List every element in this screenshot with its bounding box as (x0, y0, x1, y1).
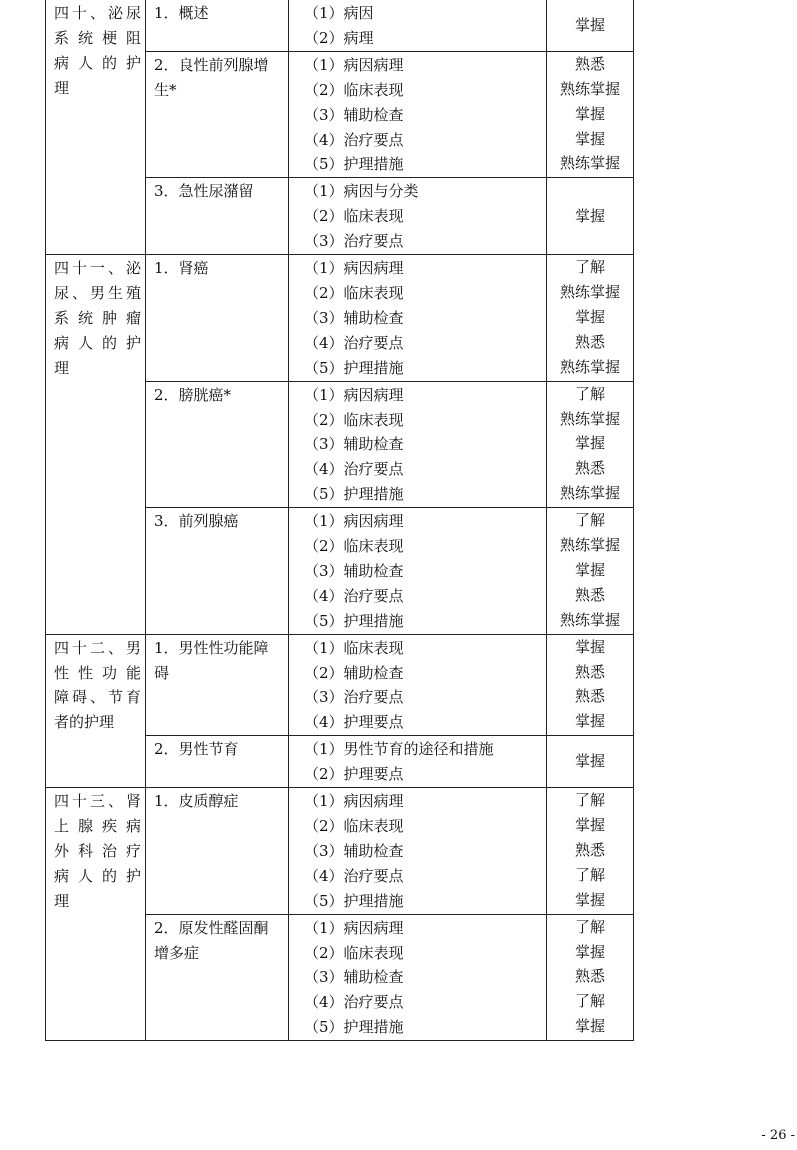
content-item: （1）病因病理 (304, 918, 404, 937)
requirement-level: 掌握 (574, 434, 605, 453)
requirement-level: 熟练掌握 (559, 610, 620, 629)
content-item: （2）辅助检查 (304, 663, 404, 682)
unit-title-cell (146, 736, 289, 788)
table-row (46, 634, 634, 736)
requirement-level: 掌握 (574, 560, 605, 579)
requirement-level: 熟悉 (574, 662, 605, 681)
requirement-level: 熟练掌握 (559, 536, 620, 555)
requirement-level: 熟悉 (574, 585, 605, 604)
content-item: （3）辅助检查 (304, 308, 404, 327)
chapter-title-line: 系统肿瘤 (54, 308, 141, 327)
requirement-level-cell (547, 381, 634, 508)
requirement-level-cell (547, 255, 634, 382)
content-items-cell (289, 508, 547, 635)
content-items-cell (289, 736, 547, 788)
content-item: （3）辅助检查 (304, 841, 404, 860)
requirement-level-cell (547, 508, 634, 635)
table-row (46, 255, 634, 382)
content-item: （5）护理措施 (304, 891, 404, 910)
chapter-title-line: 障碍、节育 (54, 688, 141, 707)
unit-title-cell (146, 178, 289, 255)
content-item: （4）治疗要点 (304, 586, 404, 605)
content-item: （1）男性节育的途径和措施 (304, 740, 494, 759)
page-number: - 26 - (761, 1128, 795, 1143)
unit-title-cell (146, 0, 289, 51)
requirement-level: 熟练掌握 (559, 357, 620, 376)
syllabus-table (45, 0, 634, 1041)
requirement-level: 熟悉 (574, 687, 605, 706)
chapter-title-line: 四十一、泌 (54, 259, 141, 278)
content-item: （2）病理 (304, 28, 374, 47)
requirement-level: 了解 (574, 992, 605, 1011)
content-item: （4）护理要点 (304, 713, 404, 732)
content-item: （2）临床表现 (304, 410, 404, 429)
requirement-level-cell (547, 788, 634, 915)
unit-title-line: 生* (154, 80, 177, 99)
requirement-level-cell (547, 736, 634, 788)
requirement-level: 掌握 (574, 637, 605, 656)
unit-title-cell (146, 381, 289, 508)
requirement-level: 掌握 (574, 712, 605, 731)
chapter-title-line: 四十、泌尿 (54, 4, 141, 22)
chapter-title-line: 理 (54, 358, 70, 377)
content-item: （1）病因病理 (304, 55, 404, 74)
chapter-title-line: 理 (54, 891, 70, 910)
content-item: （3）治疗要点 (304, 688, 404, 707)
unit-title-cell (146, 255, 289, 382)
content-items-cell (289, 788, 547, 915)
requirement-level: 熟练掌握 (559, 154, 620, 173)
requirement-level: 了解 (574, 865, 605, 884)
requirement-level-cell (547, 634, 634, 736)
content-item: （1）病因病理 (304, 385, 404, 404)
content-item: （1）病因病理 (304, 512, 404, 531)
chapter-title-line: 性性功能 (54, 663, 141, 682)
requirement-level: 了解 (574, 258, 605, 277)
requirement-level: 了解 (574, 791, 605, 810)
content-items-cell (289, 634, 547, 736)
requirement-level-cell (547, 178, 634, 255)
unit-title-line: 2．膀胱癌* (154, 385, 232, 404)
requirement-level: 掌握 (574, 1017, 605, 1036)
chapter-title-line: 者的护理 (54, 713, 115, 732)
requirement-level: 熟悉 (574, 967, 605, 986)
content-item: （1）临床表现 (304, 638, 404, 657)
content-items-cell (289, 178, 547, 255)
content-items-cell (289, 255, 547, 382)
requirement-level: 掌握 (574, 15, 605, 34)
requirement-level: 掌握 (574, 307, 605, 326)
unit-title-line: 3．急性尿潴留 (154, 182, 254, 201)
syllabus-table-body (46, 0, 634, 1041)
chapter-title-cell (46, 255, 146, 635)
content-item: （5）护理措施 (304, 1018, 404, 1037)
content-item: （4）治疗要点 (304, 866, 404, 885)
chapter-title-line: 病人的护 (54, 53, 141, 72)
content-item: （2）临床表现 (304, 207, 404, 226)
unit-title-cell (146, 51, 289, 178)
content-items-cell (289, 381, 547, 508)
unit-title-line: 1．概述 (154, 4, 209, 22)
content-item: （2）临床表现 (304, 80, 404, 99)
unit-title-line: 2．男性节育 (154, 740, 239, 759)
content-item: （5）护理措施 (304, 358, 404, 377)
table-row (46, 788, 634, 915)
requirement-level: 熟悉 (574, 332, 605, 351)
unit-title-line: 增多症 (154, 943, 200, 962)
requirement-level: 掌握 (574, 206, 605, 225)
content-items-cell (289, 0, 547, 51)
content-items-cell (289, 914, 547, 1041)
content-item: （3）辅助检查 (304, 968, 404, 987)
content-items-cell (289, 51, 547, 178)
requirement-level: 熟练掌握 (559, 79, 620, 98)
requirement-level: 熟练掌握 (559, 409, 620, 428)
content-item: （3）辅助检查 (304, 435, 404, 454)
unit-title-cell (146, 914, 289, 1041)
requirement-level: 掌握 (574, 942, 605, 961)
content-item: （5）护理措施 (304, 155, 404, 174)
content-item: （4）治疗要点 (304, 333, 404, 352)
content-item: （2）临床表现 (304, 537, 404, 556)
chapter-title-line: 病人的护 (54, 333, 141, 352)
chapter-title-line: 四十三、肾 (54, 792, 141, 811)
unit-title-line: 3．前列腺癌 (154, 512, 239, 531)
requirement-level: 掌握 (574, 104, 605, 123)
unit-title-line: 1．男性性功能障 (154, 638, 269, 657)
unit-title-cell (146, 634, 289, 736)
content-item: （3）辅助检查 (304, 561, 404, 580)
content-item: （1）病因病理 (304, 792, 404, 811)
content-item: （1）病因病理 (304, 259, 404, 278)
requirement-level: 熟悉 (574, 54, 605, 73)
table-row (46, 0, 634, 51)
content-item: （5）护理措施 (304, 485, 404, 504)
content-item: （2）临床表现 (304, 817, 404, 835)
requirement-level: 熟悉 (574, 840, 605, 859)
content-item: （2）临床表现 (304, 943, 404, 962)
requirement-level: 了解 (574, 384, 605, 403)
chapter-title-line: 理 (54, 78, 70, 97)
requirement-level: 了解 (574, 917, 605, 936)
chapter-title-line: 外科治疗 (54, 841, 141, 860)
requirement-level: 熟练掌握 (559, 484, 620, 503)
chapter-title-line: 四十二、男 (54, 638, 141, 657)
chapter-title-cell (46, 0, 146, 255)
requirement-level: 了解 (574, 511, 605, 530)
requirement-level: 掌握 (574, 129, 605, 148)
chapter-title-line: 尿、男生殖 (54, 283, 141, 302)
chapter-title-cell (46, 788, 146, 1041)
requirement-level-cell (547, 0, 634, 51)
requirement-level: 掌握 (574, 890, 605, 909)
requirement-level: 掌握 (574, 816, 605, 834)
content-item: （3）辅助检查 (304, 105, 404, 124)
chapter-title-cell (46, 634, 146, 787)
content-item: （5）护理措施 (304, 611, 404, 630)
unit-title-line: 2．原发性醛固酮 (154, 918, 269, 937)
content-item: （1）病因与分类 (304, 182, 419, 201)
content-item: （4）治疗要点 (304, 993, 404, 1012)
content-item: （3）治疗要点 (304, 232, 404, 251)
unit-title-line: 1．肾癌 (154, 259, 209, 278)
requirement-level-cell (547, 914, 634, 1041)
unit-title-cell (146, 788, 289, 915)
content-item: （4）治疗要点 (304, 460, 404, 479)
chapter-title-line: 上腺疾病 (54, 817, 141, 835)
requirement-level: 熟悉 (574, 459, 605, 478)
content-item: （1）病因 (304, 4, 374, 22)
unit-title-line: 2．良性前列腺增 (154, 55, 269, 74)
unit-title-line: 碍 (154, 663, 170, 682)
requirement-level: 掌握 (574, 752, 605, 771)
requirement-level-cell (547, 51, 634, 178)
unit-title-line: 1．皮质醇症 (154, 792, 239, 811)
chapter-title-line: 病人的护 (54, 866, 141, 885)
requirement-level: 熟练掌握 (559, 282, 620, 301)
content-item: （2）临床表现 (304, 283, 404, 302)
content-item: （4）治疗要点 (304, 130, 404, 149)
content-item: （2）护理要点 (304, 765, 404, 784)
unit-title-cell (146, 508, 289, 635)
chapter-title-line: 系统梗阻 (54, 28, 141, 47)
